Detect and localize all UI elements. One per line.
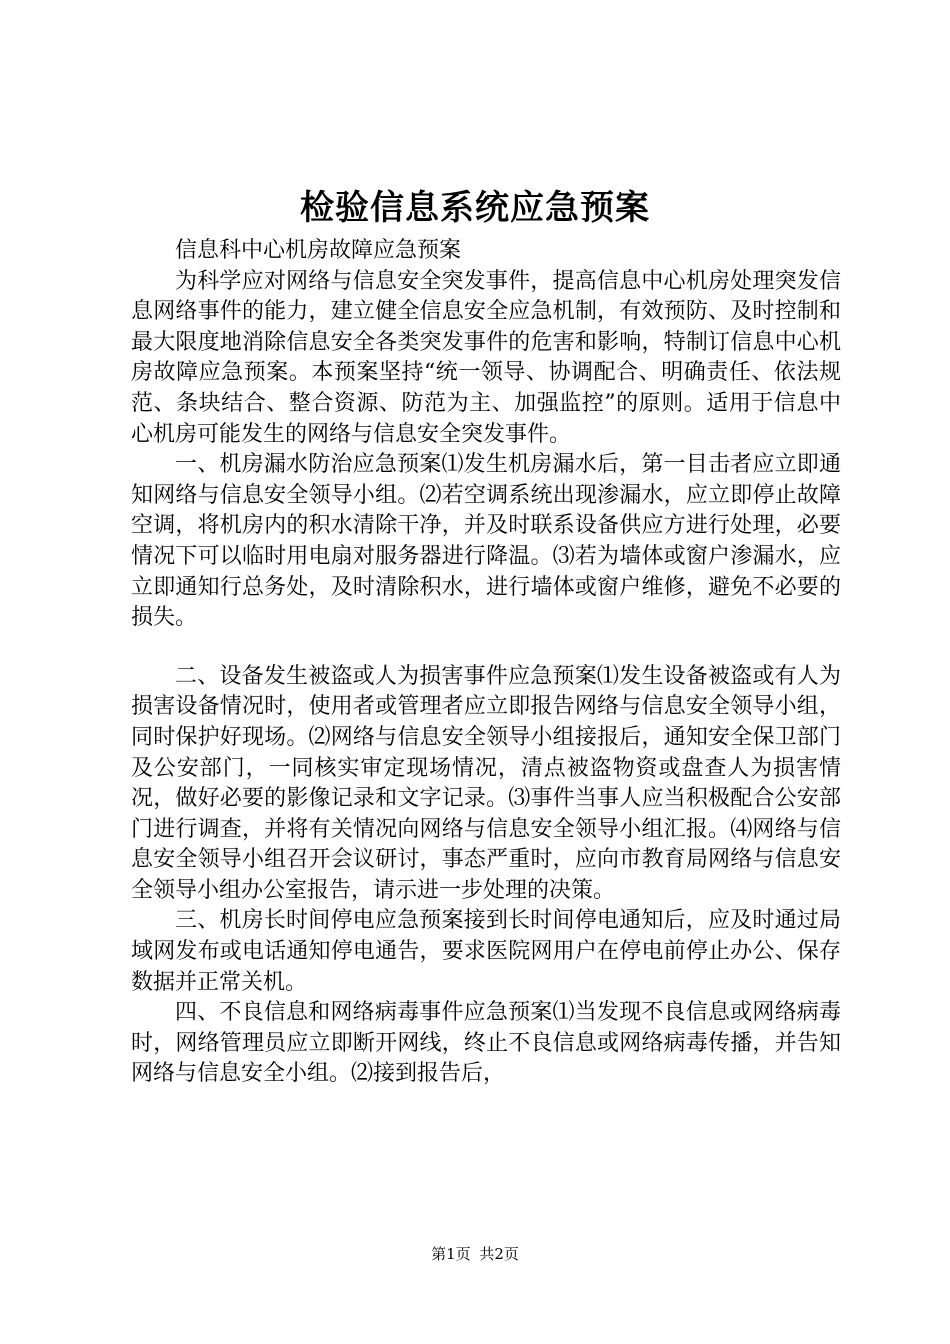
section-heading: 信息科中心机房故障应急预案 bbox=[175, 238, 462, 263]
page-footer bbox=[0, 1244, 950, 1264]
virus-paragraph: 四、不良信息和网络病毒事件应急预案⑴当发现不良信息或网络病毒时，网络管理员应立即断开网线，终止不良信息或网络病毒传播，并告知网络与信息安全小组。⑵接到报告后， bbox=[131, 1000, 841, 1087]
document-title: 检验信息系统应急预案 bbox=[300, 188, 650, 228]
document-body bbox=[131, 236, 841, 1090]
page-total: 共2页 bbox=[479, 1245, 519, 1263]
power-outage-paragraph: 三、机房长时间停电应急预案接到长时间停电通知后，应及时通过局域网发布或电话通知停电通告，要求医院网用户在停电前停止办公、保存数据并正常关机。 bbox=[131, 908, 841, 995]
page-number: 第1页 bbox=[431, 1245, 471, 1263]
theft-damage-paragraph: 二、设备发生被盗或人为损害事件应急预案⑴发生设备被盗或有人为损害设备情况时，使用者或管理者应立即报告网络与信息安全领导小组，同时保护好现场。⑵网络与信息安全领导小组接报后，通知安全保卫部门及公安部门，一同核实审定现场情况，清点被盗物资或盘查人为损害情况，做好必要的影像记录和文字记录。⑶事件当事人应当积极配合公安部门进行调查，并将有关情况向网络与信息安全领导小组汇报。⑷网络与信息安全领导小组召开会议研讨，事态严重时，应向市教育局网络与信息安全领导小组办公室报告，请示进一步处理的决策。 bbox=[131, 663, 841, 903]
intro-paragraph: 为科学应对网络与信息安全突发事件，提高信息中心机房处理突发信息网络事件的能力，建立健全信息安全应急机制，有效预防、及时控制和最大限度地消除信息安全各类突发事件的危害和影响，特制订信息中心机房故障应急预案。本预案坚持“统一领导、协调配合、明确责任、依法规范、条块结合、整合资源、防范为主、加强监控”的原则。适用于信息中心机房可能发生的网络与信息安全突发事件。 bbox=[131, 268, 841, 447]
water-leak-paragraph: 一、机房漏水防治应急预案⑴发生机房漏水后，第一目击者应立即通知网络与信息安全领导小组。⑵若空调系统出现渗漏水，应立即停止故障空调，将机房内的积水清除干净，并及时联系设备供应方进行处理，必要情况下可以临时用电扇对服务器进行降温。⑶若为墙体或窗户渗漏水，应立即通知行总务处，及时清除积水，进行墙体或窗户维修，避免不必要的损失。 bbox=[131, 452, 841, 631]
